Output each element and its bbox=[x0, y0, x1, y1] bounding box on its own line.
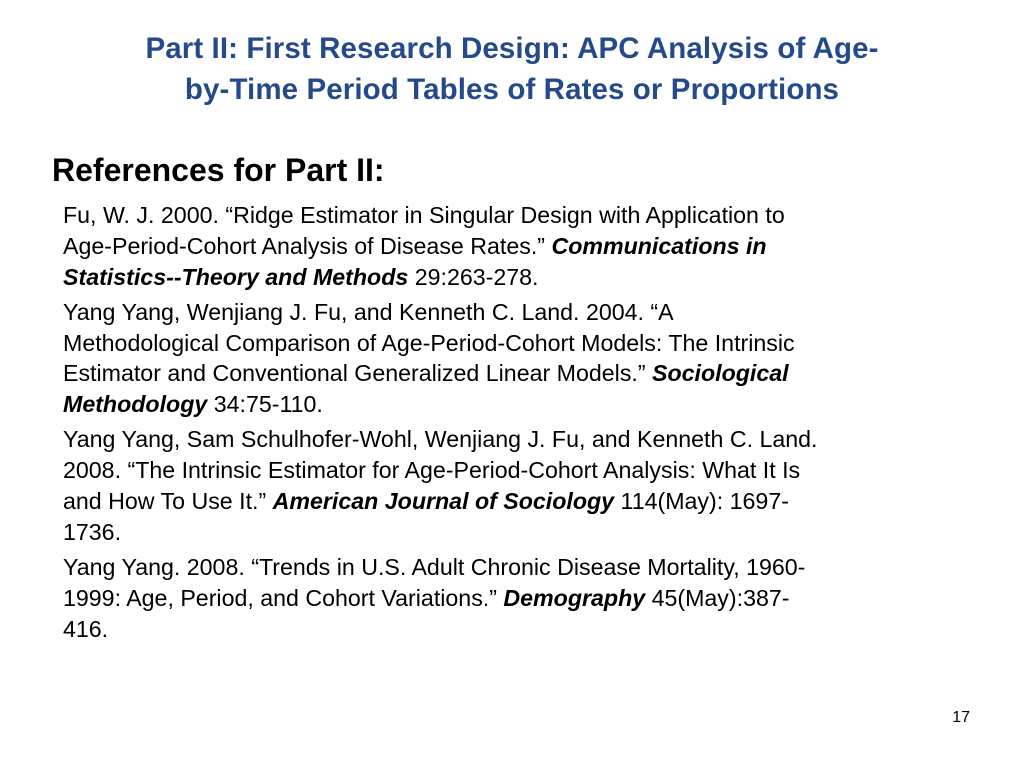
reference-line bbox=[63, 358, 1013, 389]
reference-text: 1999: Age, Period, and Cohort Variations.” bbox=[63, 584, 504, 611]
reference-line: Yang Yang, Wenjiang J. Fu, and Kenneth C. Land. 2004. “A bbox=[63, 298, 674, 325]
reference-text: and How To Use It.” bbox=[63, 487, 273, 514]
reference-list bbox=[63, 200, 1013, 649]
journal-title: Methodology bbox=[63, 391, 208, 418]
reference-line: Methodological Comparison of Age-Period-Cohort Models: The Intrinsic bbox=[63, 329, 795, 356]
reference-line bbox=[63, 486, 1013, 517]
reference-text: Estimator and Conventional Generalized Linear Models.” bbox=[63, 360, 653, 387]
slide-title bbox=[40, 28, 984, 110]
reference-line bbox=[63, 389, 1013, 420]
reference-item bbox=[63, 297, 1013, 420]
journal-title: Statistics--Theory and Methods bbox=[63, 263, 409, 290]
reference-text: 45(May):387- bbox=[645, 584, 790, 611]
journal-title: Communications in bbox=[551, 232, 767, 259]
reference-line: Yang Yang, Sam Schulhofer-Wohl, Wenjiang J. Fu, and Kenneth C. Land. bbox=[63, 426, 818, 453]
journal-title: American Journal of Sociology bbox=[272, 487, 615, 514]
reference-item bbox=[63, 424, 1013, 547]
slide-title-line: by-Time Period Tables of Rates or Proportions bbox=[184, 73, 840, 106]
reference-line bbox=[63, 262, 1013, 293]
reference-line: Fu, W. J. 2000. “Ridge Estimator in Singular Design with Application to bbox=[63, 202, 785, 228]
reference-line: 1736. bbox=[63, 518, 122, 545]
reference-line bbox=[63, 231, 1013, 262]
reference-text: 34:75-110. bbox=[207, 391, 323, 418]
section-heading: References for Part II: bbox=[52, 152, 385, 188]
reference-line: 2008. “The Intrinsic Estimator for Age-Period-Cohort Analysis: What It Is bbox=[63, 457, 801, 484]
reference-text: 114(May): 1697- bbox=[614, 487, 789, 514]
slide-title-line: Part II: First Research Design: APC Analysis of Age- bbox=[145, 32, 879, 65]
reference-line: 416. bbox=[63, 615, 109, 642]
journal-title: Demography bbox=[503, 584, 646, 611]
reference-item bbox=[63, 552, 1013, 644]
reference-item bbox=[63, 200, 1013, 292]
page-number: 17 bbox=[952, 709, 970, 726]
journal-title: Sociological bbox=[652, 360, 789, 387]
reference-line bbox=[63, 583, 1013, 614]
reference-text: Age-Period-Cohort Analysis of Disease Rates.” bbox=[63, 232, 552, 259]
reference-line: Yang Yang. 2008. “Trends in U.S. Adult Chronic Disease Mortality, 1960- bbox=[63, 553, 806, 580]
reference-text: 29:263-278. bbox=[408, 263, 539, 290]
